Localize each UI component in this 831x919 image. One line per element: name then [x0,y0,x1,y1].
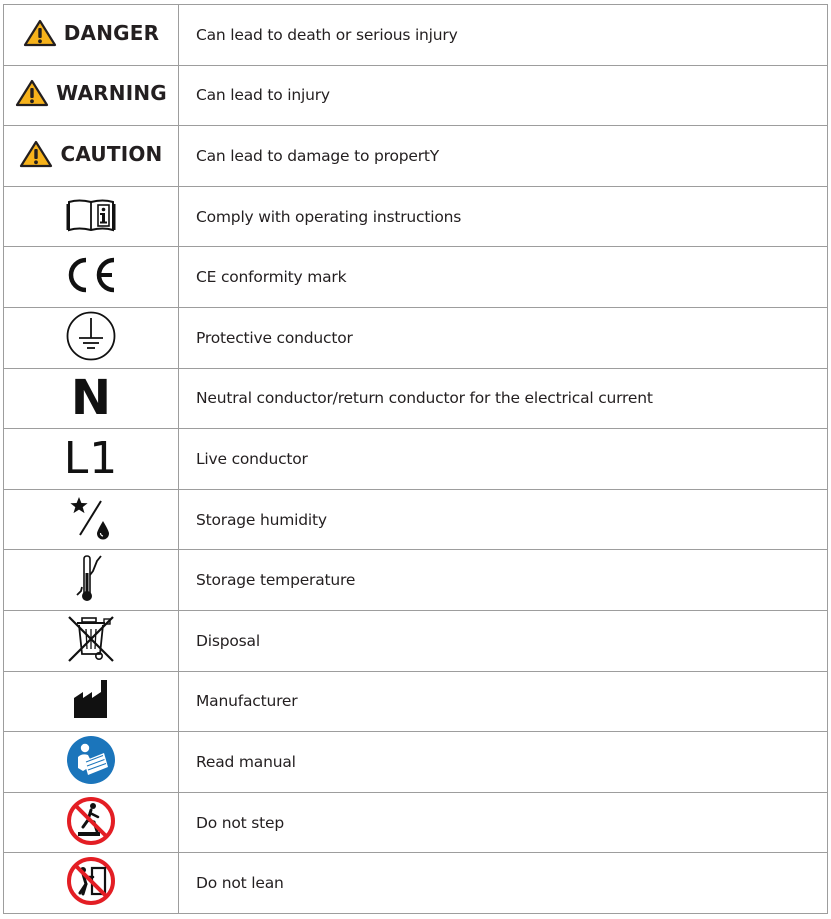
description-cell: Do not lean [179,853,828,914]
protective-earth-icon [65,310,117,362]
table-row [4,5,828,66]
description-cell: Manufacturer [179,671,828,732]
caution-triangle-icon [19,140,53,168]
description-cell: Comply with operating instructions [179,186,828,247]
symbol-cell [4,5,179,66]
symbol-cell [4,429,179,490]
neutral-conductor-icon: N [70,370,112,427]
table-row [4,126,828,187]
do-not-step-icon [66,796,116,846]
description-cell: Live conductor [179,429,828,490]
table-row [4,610,828,671]
manufacturer-factory-icon [71,678,111,720]
symbol-cell [4,792,179,853]
symbol-cell [4,368,179,429]
description-cell: Storage humidity [179,489,828,550]
caution-label: CAUTION [60,141,163,166]
description-cell: Read manual [179,732,828,793]
table-row [4,792,828,853]
symbol-cell [4,65,179,126]
symbol-cell [4,610,179,671]
live-conductor-icon: L1 [63,432,119,484]
operating-instructions-book-icon [65,196,117,234]
ce-mark-icon [64,256,118,294]
symbol-cell [4,307,179,368]
description-cell: Protective conductor [179,307,828,368]
read-manual-icon [66,735,116,785]
description-cell: Disposal [179,610,828,671]
danger-label: DANGER [63,20,160,45]
symbol-cell [4,247,179,308]
storage-temperature-icon [73,553,109,603]
table-row [4,307,828,368]
table-row [4,732,828,793]
crossed-out-bin-icon [66,614,116,664]
table-row [4,368,828,429]
symbols-table [3,4,828,914]
description-cell: Can lead to injury [179,65,828,126]
table-row [4,429,828,490]
table-row [4,65,828,126]
description-cell: Can lead to damage to propertY [179,126,828,187]
symbol-cell [4,671,179,732]
description-cell: CE conformity mark [179,247,828,308]
symbol-cell [4,126,179,187]
symbol-cell [4,853,179,914]
warning-triangle-icon [15,79,49,107]
table-row [4,186,828,247]
warning-label: WARNING [56,81,167,106]
table-row [4,671,828,732]
do-not-lean-icon [66,856,116,906]
table-row [4,247,828,308]
storage-humidity-icon [69,495,113,541]
danger-warning-triangle-icon [23,19,57,47]
description-cell: Do not step [179,792,828,853]
description-cell: Neutral conductor/return conductor for the electrical current [179,368,828,429]
table-row [4,489,828,550]
description-cell: Can lead to death or serious injury [179,5,828,66]
symbol-cell [4,550,179,611]
table-row [4,550,828,611]
table-row [4,853,828,914]
symbol-cell [4,186,179,247]
symbol-cell [4,489,179,550]
description-cell: Storage temperature [179,550,828,611]
symbol-cell [4,732,179,793]
